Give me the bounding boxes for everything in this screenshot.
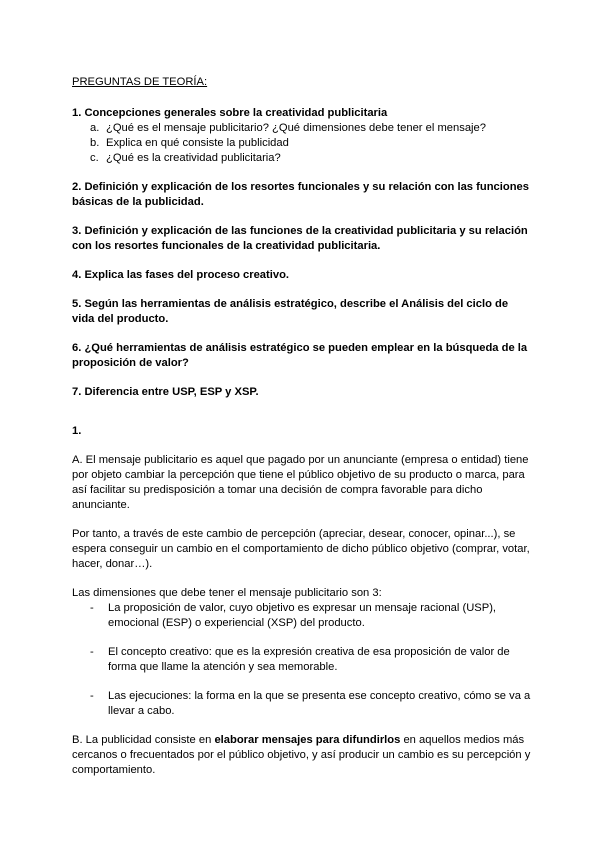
dash-marker: - bbox=[90, 602, 94, 614]
answer-paragraph-2: Por tanto, a través de este cambio de percepción (apreciar, desear, conocer, opinar...), se espera conseguir un cambio en el comportamiento de dicho público objetivo (comprar, votar, hacer, donar…). bbox=[72, 528, 530, 570]
answer-paragraph-b bbox=[72, 733, 532, 778]
dimension-item bbox=[72, 645, 532, 675]
question-6: 6. ¿Qué herramientas de análisis estratégico se pueden emplear en la búsqueda de la proposición de valor? bbox=[72, 342, 528, 369]
subquestion-c bbox=[72, 151, 532, 166]
question-4: 4. Explica las fases del proceso creativo. bbox=[72, 269, 290, 281]
dimension-text: Las ejecuciones: la forma en la que se presenta ese concepto creativo, cómo se va a llevar a cabo. bbox=[108, 690, 531, 717]
subquestion-marker: c. bbox=[90, 152, 99, 164]
answer-paragraph-a: A. El mensaje publicitario es aquel que pagado por un anunciante (empresa o entidad) tiene por objeto cambiar la percepción que tiene el público objetivo de su producto o marca, para así facilitar su predisposición a tomar una decisión de compra favorable para dicho anunciante. bbox=[72, 454, 529, 511]
dimensions-intro: Las dimensiones que debe tener el mensaje publicitario son 3: bbox=[72, 587, 382, 599]
question-2: 2. Definición y explicación de los resortes funcionales y su relación con las funciones básicas de la publicidad. bbox=[72, 181, 529, 208]
question-1-subquestions bbox=[72, 121, 532, 166]
question-3: 3. Definición y explicación de las funciones de la creatividad publicitaria y su relación con los resortes funcionales de la creatividad publicitaria. bbox=[72, 225, 528, 252]
answer-number: 1. bbox=[72, 425, 82, 437]
paragraph-b-start: B. La publicidad consiste en bbox=[72, 734, 215, 746]
question-1: 1. Concepciones generales sobre la creatividad publicitaria bbox=[72, 107, 388, 119]
subquestion-text: Explica en qué consiste la publicidad bbox=[106, 137, 289, 149]
dimension-item bbox=[72, 689, 532, 719]
paragraph-b-bold: elaborar mensajes para difundirlos bbox=[214, 734, 401, 746]
subquestion-text: ¿Qué es la creatividad publicitaria? bbox=[106, 152, 281, 164]
document-heading: PREGUNTAS DE TEORÍA: bbox=[72, 76, 208, 88]
dash-marker: - bbox=[90, 646, 94, 658]
paragraph-b-end: en aquellos medios más cercanos o frecuentados por el público objetivo, y así producir un cambio es su percepción y comportamiento. bbox=[72, 734, 531, 776]
question-7: 7. Diferencia entre USP, ESP y XSP. bbox=[72, 386, 259, 398]
subquestion-a bbox=[72, 121, 532, 136]
dash-marker: - bbox=[90, 690, 94, 702]
subquestion-b bbox=[72, 136, 532, 151]
dimension-item bbox=[72, 601, 532, 631]
subquestion-marker: a. bbox=[90, 122, 100, 134]
dimension-text: El concepto creativo: que es la expresión creativa de esa proposición de valor de forma que llame la atención y sea memorable. bbox=[108, 646, 510, 673]
dimensions-list bbox=[72, 601, 532, 719]
subquestion-marker: b. bbox=[90, 137, 100, 149]
question-5: 5. Según las herramientas de análisis estratégico, describe el Análisis del ciclo de vida del producto. bbox=[72, 298, 509, 325]
document-body bbox=[72, 75, 532, 792]
subquestion-text: ¿Qué es el mensaje publicitario? ¿Qué dimensiones debe tener el mensaje? bbox=[106, 122, 486, 134]
dimension-text: La proposición de valor, cuyo objetivo es expresar un mensaje racional (USP), emocional (ESP) o experiencial (XSP) del producto. bbox=[108, 602, 497, 629]
